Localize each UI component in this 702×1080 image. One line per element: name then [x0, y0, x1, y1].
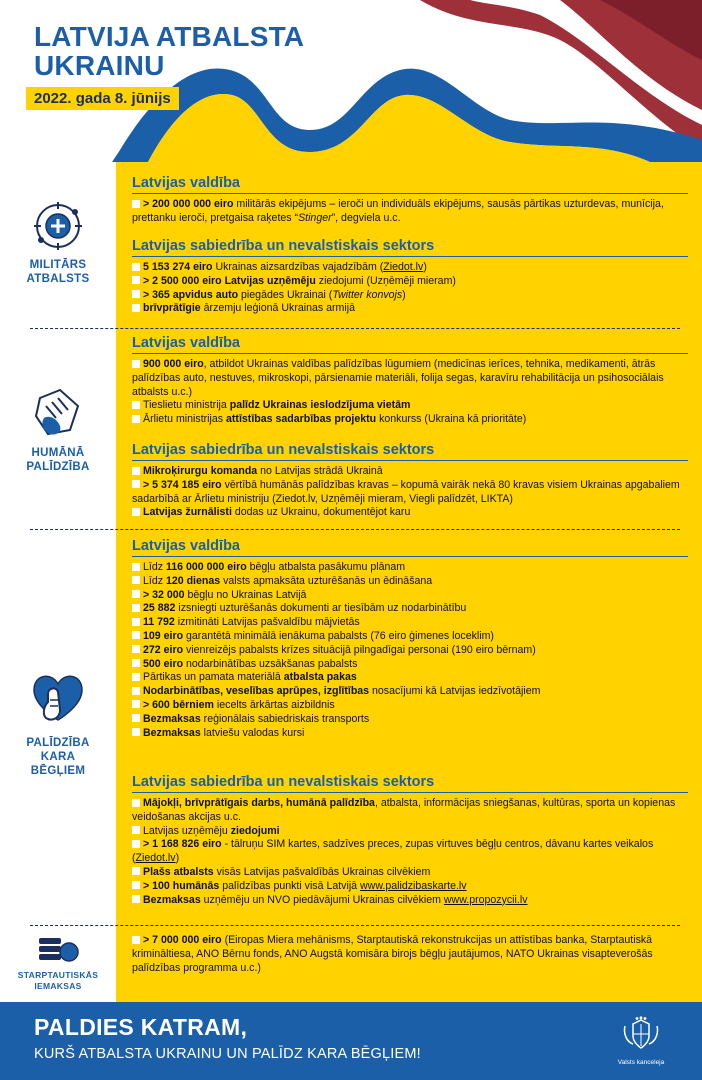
list-item: Mikroķirurgu komanda no Latvijas strādā Ukrainā	[132, 465, 688, 479]
humanitarian-government-section	[132, 335, 688, 427]
crosshair-icon	[32, 200, 84, 252]
list-item: brīvprātīgie ārzemju leģionā Ukrainas armijā	[132, 302, 688, 316]
list-item: Līdz 120 dienas valsts apmaksāta uzturēšanās un ēdināšana	[132, 575, 688, 589]
list-item: 272 eiro vienreizējs pabalsts krīzes situācijā pilngadīgai personai (190 eiro bērnam)	[132, 644, 688, 658]
propozycii-link[interactable]: www.propozycii.lv	[443, 893, 528, 906]
list-item: 900 000 eiro, atbildot Ukrainas valdības palīdzības lūgumiem (medicīnas ierīces, tehnika, medikamenti, ātrās palīdzības auto, nestuves, mikroskopi, pārsienamie materiāli, folija segas, karavīru rehabilitācija un psihosociālais atbalsts u.c.)	[132, 358, 664, 398]
section-title: Latvijas valdība	[132, 175, 688, 194]
list-item: Līdz 116 000 000 eiro bēgļu atbalsta pasākumu plānam	[132, 561, 688, 575]
section-title: Latvijas valdība	[132, 335, 688, 354]
section-divider	[30, 328, 680, 329]
ziedot-link[interactable]: Ziedot.lv	[383, 261, 424, 273]
section-divider	[30, 925, 680, 926]
category-military	[0, 200, 116, 286]
list-item: Bezmaksas uzņēmēju un NVO piedāvājumi Ukrainas cilvēkiem www.propozycii.lv	[132, 894, 688, 908]
category-label: STARPTAUTISKĀS IEMAKSAS	[17, 970, 99, 991]
list-item: 11 792 izmitināti Latvijas pašvaldību mājvietās	[132, 616, 688, 630]
helping-hands-icon	[30, 384, 86, 440]
list-item: 500 eiro nodarbinātības uzsākšanas pabalsts	[132, 658, 688, 672]
category-label: HUMĀNĀ PALĪDZĪBA	[26, 447, 90, 473]
list-item: > 200 000 000 eiro militārās ekipējums – ieroči un individuāls ekipējums, sausās pārtikas uzturdevas, munīcija, prettanku ieroči, pretgaisa raķetes “Stinger”, degviela u.c.	[132, 198, 664, 224]
palidzibaskarte-link[interactable]: www.palidzibaskarte.lv	[360, 879, 467, 892]
list-item: Tieslietu ministrija palīdz Ukrainas ieslodzījuma vietām	[132, 399, 688, 413]
list-item: Mājokļi, brīvprātīgais darbs, humānā palīdzība, atbalsta, informācijas sniegšanas, kultūras, sporta un kopienas veidošanas akcijas u.c.	[132, 797, 676, 823]
category-humanitarian	[0, 384, 116, 474]
header	[0, 0, 702, 162]
military-society-section	[132, 238, 688, 316]
list-item: Pārtikas un pamata materiālā atbalsta pakas	[132, 671, 688, 685]
list-item: Latvijas uzņēmēju ziedojumi	[132, 825, 688, 839]
ziedot-link[interactable]: Ziedot.lv	[135, 852, 176, 865]
list-item: Bezmaksas reģionālais sabiedriskais transports	[132, 713, 688, 727]
list-item: > 32 000 bēgļu no Ukrainas Latvijā	[132, 589, 688, 603]
list-item: Plašs atbalsts visās Latvijas pašvaldībās Ukrainas cilvēkiem	[132, 866, 688, 880]
logo-label: Valsts kanceleja	[617, 1059, 665, 1066]
list-item: Bezmaksas latviešu valodas kursi	[132, 727, 688, 741]
section-divider	[30, 529, 680, 530]
list-item: Ārlietu ministrijas attīstības sadarbības projektu konkurss (Ukraina kā prioritāte)	[132, 413, 688, 427]
list-item: 5 153 274 eiro Ukrainas aizsardzības vajadzībām (Ziedot.lv)	[132, 261, 688, 275]
list-item: Latvijas žurnālisti dodas uz Ukrainu, dokumentējot karu	[132, 506, 688, 520]
footer-subtitle: KURŠ ATBALSTA UKRAINU UN PALĪDZ KARA BĒGĻIEM!	[34, 1046, 421, 1062]
date-badge: 2022. gada 8. jūnijs	[26, 87, 179, 110]
footer-title: PALDIES KATRAM,	[34, 1014, 248, 1040]
list-item: > 2 500 000 eiro Latvijas uzņēmēju ziedojumi (Uzņēmēji mieram)	[132, 275, 688, 289]
refugees-government-section	[132, 538, 688, 740]
category-international	[0, 934, 116, 992]
list-item: Nodarbinātības, veselības aprūpes, izglītības nosacījumi kā Latvijas iedzīvotājiem	[132, 685, 688, 699]
list-item: 109 eiro garantētā minimālā ienākuma pabalsts (76 eiro ģimenes loceklim)	[132, 630, 688, 644]
list-item: > 7 000 000 eiro (Eiropas Miera mehānisms, Starptautiskā rekonstrukcijas un attīstības banka, Starptautiskā krimināltiesa, ANO Bērnu fonds, ANO Augstā komisāra birojs bēgļu jautājumos, NATO Ukrainas visapteverošās palīdzības programma u.c.)	[132, 934, 653, 974]
category-refugees	[0, 670, 116, 778]
list-item: > 5 374 185 eiro vērtībā humānās palīdzības kravas – kopumā vairāk nekā 80 kravas visiem Ukrainas apgabaliem sadarbībā ar Ārlietu ministriju (Ziedot.lv, Uzņēmēji mieram, Viegli palīdzēt, LIKTA)	[132, 478, 680, 505]
list-item: > 1 168 826 eiro - tālruņu SIM kartes, sadzīves preces, zupas virtuves bēgļu centros, dāvanu kartes veikalos (Ziedot.lv)	[132, 838, 654, 865]
list-item: > 365 apvidus auto piegādes Ukrainai (Twitter konvojs)	[132, 289, 688, 303]
humanitarian-society-section	[132, 442, 688, 520]
footer	[0, 1002, 702, 1080]
section-title: Latvijas sabiedrība un nevalstiskais sektors	[132, 238, 688, 257]
refugees-society-section	[132, 774, 688, 907]
list-item: > 100 humānās palīdzības punkti visā Latvijā www.palidzibaskarte.lv	[132, 880, 688, 894]
section-title: Latvijas sabiedrība un nevalstiskais sektors	[132, 442, 688, 461]
military-government-section	[132, 175, 688, 226]
coins-icon	[35, 934, 81, 964]
list-item: 25 882 izsniegti uzturēšanās dokumenti ar tiesībām uz nodarbinātību	[132, 602, 688, 616]
page-title: LATVIJA ATBALSTA UKRAINU	[34, 21, 305, 81]
category-label: PALĪDZĪBA KARA BĒGĻIEM	[26, 737, 90, 777]
category-label: MILITĀRS ATBALSTS	[26, 259, 90, 285]
coat-of-arms-icon	[621, 1016, 661, 1052]
list-item: > 600 bērniem iecelts ārkārtas aizbildnis	[132, 699, 688, 713]
international-section	[132, 934, 688, 975]
heart-hand-icon	[30, 670, 86, 730]
state-chancellery-logo	[612, 1016, 670, 1066]
section-title: Latvijas sabiedrība un nevalstiskais sektors	[132, 774, 688, 793]
section-title: Latvijas valdība	[132, 538, 688, 557]
